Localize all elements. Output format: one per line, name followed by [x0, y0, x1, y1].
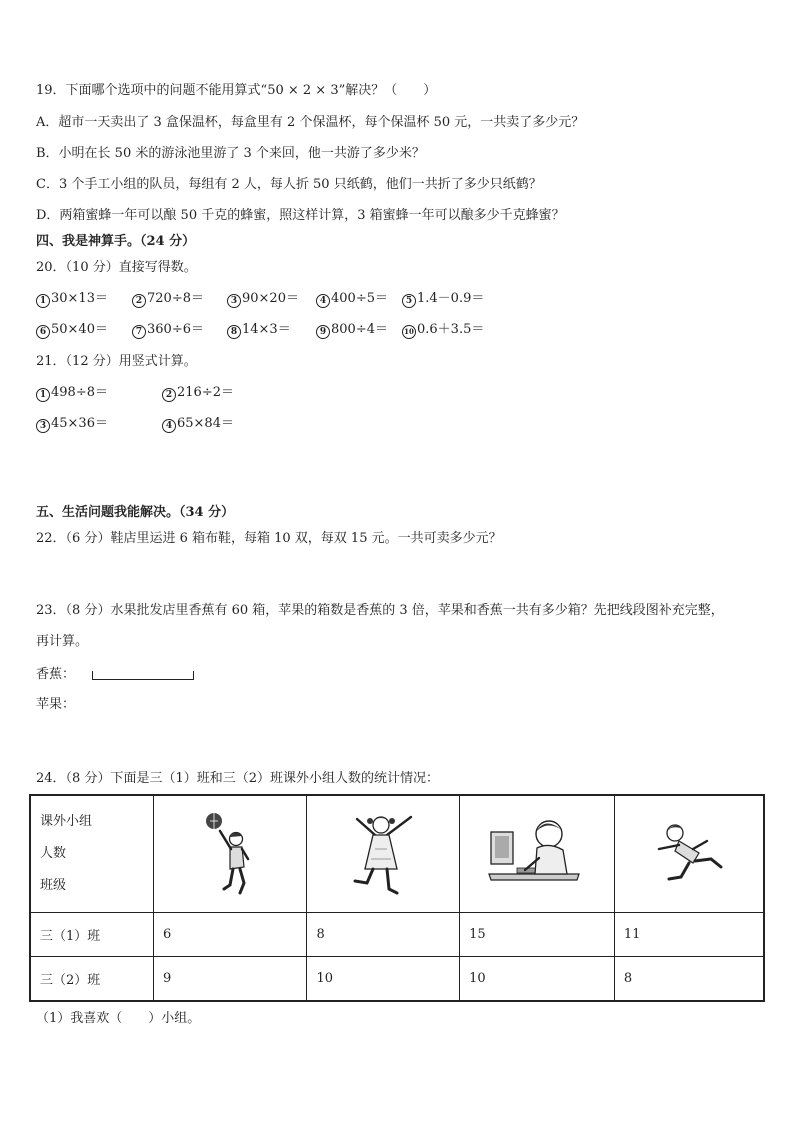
circled-number: 3: [36, 419, 50, 433]
table-cell: 10: [460, 957, 615, 1002]
q20-item: [316, 290, 388, 308]
q21-item: [36, 415, 108, 433]
circled-number: 10: [402, 325, 416, 339]
running-group-cell: [614, 795, 764, 913]
header-group-label: 课外小组: [40, 814, 93, 829]
expression: 360÷6＝: [147, 322, 204, 337]
q23-stem-line1: 23．（8 分）水果批发店里香蕉有 60 箱，苹果的箱数是香蕉的 3 倍，苹果和香蕉一共有多少箱？先把线段图补充完整，: [36, 603, 724, 618]
expression: 216÷2＝: [177, 385, 234, 400]
header-count-label: 人数: [40, 846, 67, 861]
q19-option-b: B．小明在长 50 米的游泳池里游了 3 个来回，他一共游了多少米？: [36, 146, 425, 161]
basketball-group-cell: [153, 795, 306, 913]
expression: 65×84＝: [177, 416, 234, 431]
q20-item: [402, 290, 484, 308]
expression: 720÷8＝: [147, 291, 204, 306]
expression: 1.4－0.9＝: [417, 291, 485, 306]
q20-item: [227, 290, 299, 308]
expression: 45×36＝: [51, 416, 108, 431]
q20-item: [36, 321, 108, 339]
computer-boy-icon: [487, 814, 587, 894]
circled-number: 8: [227, 325, 241, 339]
q20-item: [36, 290, 108, 308]
q21-item: [162, 415, 234, 433]
q19-option-a: A．超市一天卖出了 3 盒保温杯，每盒里有 2 个保温杯，每个保温杯 50 元，一共卖了多少元？: [36, 115, 585, 130]
q20-item: [227, 321, 291, 339]
expression: 30×13＝: [51, 291, 108, 306]
corner-header-cell: [30, 795, 153, 913]
dance-group-cell: [307, 795, 460, 913]
circled-number: 6: [36, 325, 50, 339]
circled-number: 4: [162, 419, 176, 433]
q19-stem: 19．下面哪个选项中的问题不能用算式“50 × 2 × 3”解决？（ ）: [36, 83, 437, 98]
circled-number: 1: [36, 294, 50, 308]
expression: 498÷8＝: [51, 385, 108, 400]
class-name-cell: 三（1）班: [30, 913, 153, 957]
apple-label: 苹果：: [36, 697, 76, 712]
q24-stem: 24．（8 分）下面是三（1）班和三（2）班课外小组人数的统计情况：: [36, 771, 439, 786]
circled-number: 4: [316, 294, 330, 308]
section4-title: 四、我是神算手。（24 分）: [36, 234, 196, 249]
table-cell: 15: [460, 913, 615, 957]
table-row: [30, 957, 764, 1002]
table-cell: 11: [614, 913, 764, 957]
q20-stem: 20．（10 分）直接写得数。: [36, 260, 197, 275]
q20-item: [132, 321, 204, 339]
circled-number: 3: [227, 294, 241, 308]
q23-stem-line2: 再计算。: [36, 634, 89, 649]
basketball-player-icon: [200, 809, 260, 899]
q21-stem: 21．（12 分）用竖式计算。: [36, 354, 197, 369]
table-cell: 10: [307, 957, 460, 1002]
table-cell: 8: [614, 957, 764, 1002]
expression: 800÷4＝: [331, 322, 388, 337]
class-name-cell: 三（2）班: [30, 957, 153, 1002]
circled-number: 2: [132, 294, 146, 308]
expression: 14×3＝: [242, 322, 291, 337]
expression: 90×20＝: [242, 291, 299, 306]
q20-item: [132, 290, 204, 308]
header-class-label: 班级: [40, 878, 67, 893]
q21-item: [36, 384, 108, 402]
circled-number: 1: [36, 388, 50, 402]
table-header-row: [30, 795, 764, 913]
q19-option-d: D．两箱蜜蜂一年可以酿 50 千克的蜂蜜，照这样计算，3 箱蜜蜂一年可以酿多少千克蜂蜜？: [36, 208, 565, 223]
circled-number: 7: [132, 325, 146, 339]
section5-title: 五、生活问题我能解决。（34 分）: [36, 505, 235, 520]
banana-label: 香蕉：: [36, 667, 76, 682]
table-cell: 8: [307, 913, 460, 957]
table-cell: 9: [153, 957, 306, 1002]
q22-stem: 22．（6 分）鞋店里运进 6 箱布鞋，每箱 10 双，每双 15 元。一共可卖多少元？: [36, 531, 502, 546]
expression: 50×40＝: [51, 322, 108, 337]
banana-line-segment: [92, 671, 194, 680]
expression: 400÷5＝: [331, 291, 388, 306]
table-row: [30, 913, 764, 957]
circled-number: 9: [316, 325, 330, 339]
expression: 0.6＋3.5＝: [417, 322, 485, 337]
circled-number: 2: [162, 388, 176, 402]
computer-group-cell: [460, 795, 615, 913]
q20-item: [316, 321, 388, 339]
q21-item: [162, 384, 234, 402]
dancing-girl-icon: [343, 809, 423, 899]
running-boy-icon: [649, 819, 729, 889]
q20-item: [402, 321, 484, 339]
statistics-table: [29, 794, 765, 1002]
table-cell: 6: [153, 913, 306, 957]
circled-number: 5: [402, 294, 416, 308]
q24-sub1: （1）我喜欢（ ）小组。: [36, 1011, 201, 1026]
q19-option-c: C．3 个手工小组的队员，每组有 2 人，每人折 50 只纸鹤，他们一共折了多少只纸鹤？: [36, 177, 542, 192]
